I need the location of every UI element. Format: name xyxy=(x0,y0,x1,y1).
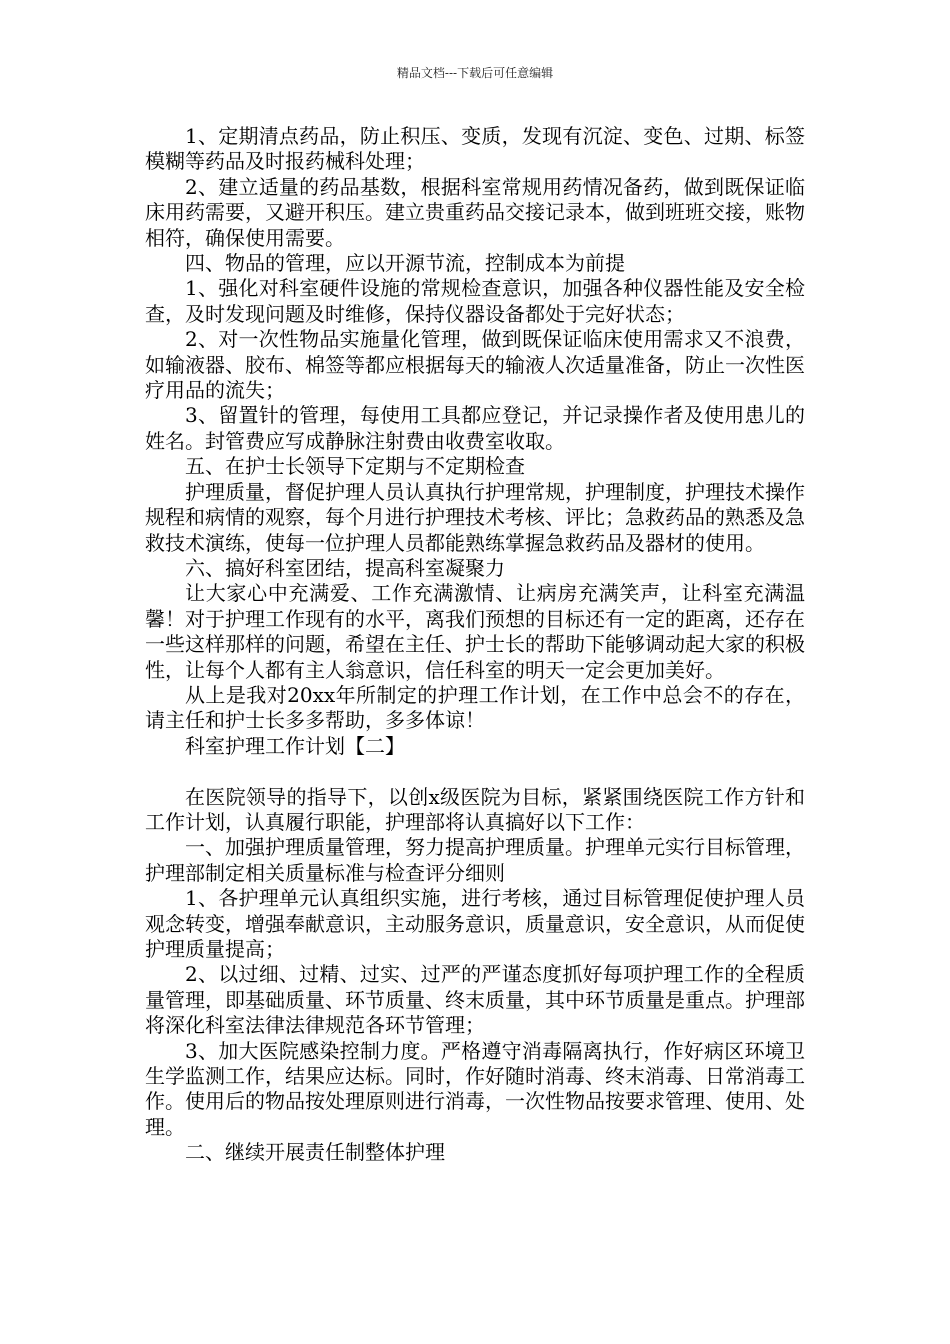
paragraph-drug-stock: 2、建立适量的药品基数，根据科室常规用药情况备药，做到既保证临床用药需要，又避开积压。建立贵重药品交接记录本，做到班班交接，账物相符，确保使用需要。 xyxy=(145,174,805,250)
paragraph-infection-control: 3、加大医院感染控制力度。严格遵守消毒隔离执行，作好病区环境卫生学监测工作，结果应达标。同时，作好随时消毒、终末消毒、日常消毒工作。使用后的物品按处理原则进行消毒，一次性物品按要求管理、使用、处理。 xyxy=(145,1038,805,1139)
paragraph-team-spirit: 让大家心中充满爱、工作充满激情、让病房充满笑声，让科室充满温馨！对于护理工作现有的水平，离我们预想的目标还有一定的距离，还存在一些这样那样的问题，希望在主任、护士长的帮助下能够调动起大家的积极性，让每个人都有主人翁意识，信任科室的明天一定会更加美好。 xyxy=(145,581,805,682)
section-heading-responsibility: 二、继续开展责任制整体护理 xyxy=(185,1140,445,1165)
paragraph-disposables: 2、对一次性物品实施量化管理，做到既保证临床使用需求又不浪费，如输液器、胶布、棉签等都应根据每天的输液人次适量准备，防止一次性医疗用品的流失； xyxy=(145,327,805,403)
paragraph-drug-inventory: 1、定期清点药品，防止积压、变质，发现有沉淀、变色、过期、标签模糊等药品及时报药械科处理； xyxy=(145,124,805,174)
section-heading-unity: 六、搞好科室团结，提高科室凝聚力 xyxy=(185,555,505,580)
paragraph-target-management: 1、各护理单元认真组织实施，进行考核，通过目标管理促使护理人员观念转变，增强奉献意识，主动服务意识，质量意识，安全意识，从而促使护理质量提高； xyxy=(145,886,805,961)
paragraph-nursing-quality: 护理质量，督促护理人员认真执行护理常规，护理制度，护理技术操作规程和病情的观察，每个月进行护理技术考核、评比；急救药品的熟悉及急救技术演练，使每一位护理人员都能熟练掌握急救药品及器材的使用。 xyxy=(145,479,805,555)
paragraph-intro: 在医院领导的指导下，以创x级医院为目标，紧紧围绕医院工作方针和工作计划，认真履行职能，护理部将认真搞好以下工作： xyxy=(145,784,805,834)
paragraph-closing: 从上是我对20xx年所制定的护理工作计划，在工作中总会不的存在，请主任和护士长多多帮助，多多体谅！ xyxy=(145,682,805,733)
paragraph-equipment-check: 1、强化对科室硬件设施的常规检查意识，加强各种仪器性能及安全检查，及时发现问题及时维修，保持仪器设备都处于完好状态； xyxy=(145,276,805,326)
section-heading-supplies: 四、物品的管理，应以开源节流，控制成本为前提 xyxy=(185,251,625,276)
blank-line xyxy=(145,759,805,784)
paragraph-process-quality: 2、以过细、过精、过实、过严的严谨态度抓好每项护理工作的全程质量管理，即基础质量、环节质量、终末质量，其中环节质量是重点。护理部将深化科室法律法律规范各环节管理； xyxy=(145,962,805,1038)
document-subtitle-part-two: 科室护理工作计划【二】 xyxy=(185,733,405,758)
section-heading-inspection: 五、在护士长领导下定期与不定期检查 xyxy=(185,454,525,479)
paragraph-indwelling-needle: 3、留置针的管理，每使用工具都应登记，并记录操作者及使用患儿的姓名。封管费应写成静脉注射费由收费室收取。 xyxy=(145,403,805,453)
section-heading-quality-management: 一、加强护理质量管理，努力提高护理质量。护理单元实行目标管理，护理部制定相关质量标准与检查评分细则 xyxy=(145,835,805,885)
document-body xyxy=(145,124,805,1166)
page-header-watermark: 精品文档---下载后可任意编辑 xyxy=(396,66,554,80)
